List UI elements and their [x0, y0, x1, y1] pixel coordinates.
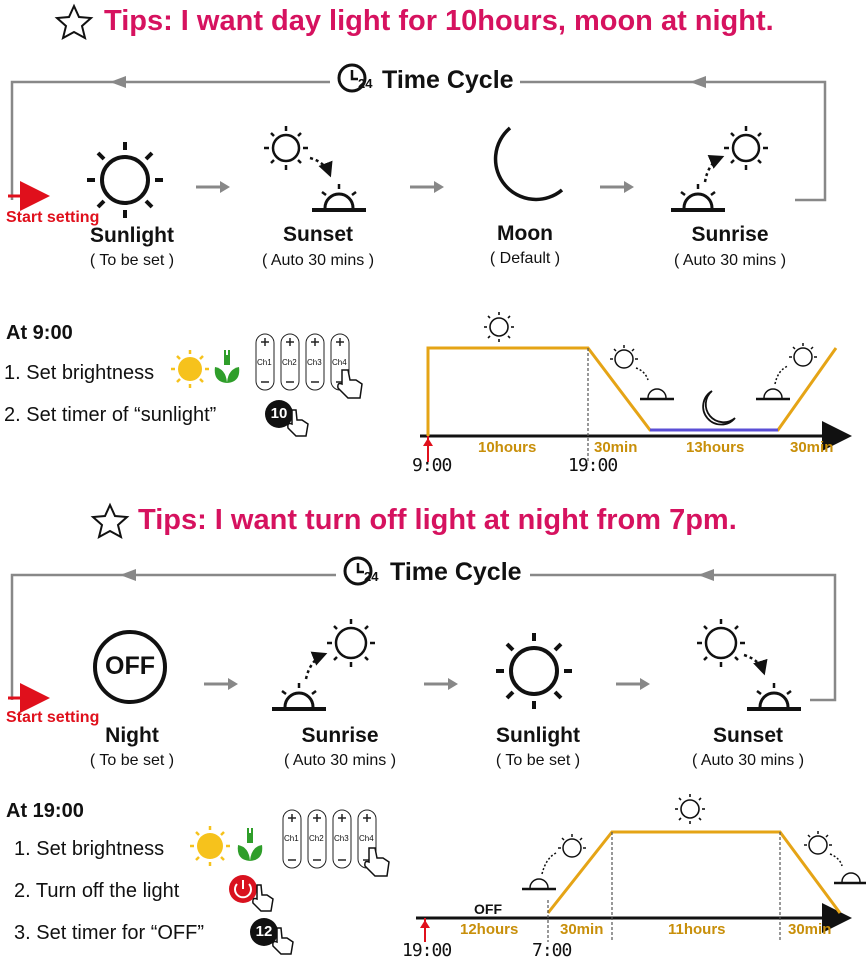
off-icon-label: OFF: [105, 652, 155, 680]
stage-note-sunrise: ( Auto 30 mins ): [283, 752, 397, 769]
cycle-loop: [12, 82, 825, 200]
step-2: 2. Set timer of “sunlight”: [4, 404, 217, 426]
channel-label: Ch4: [359, 834, 374, 843]
stage-name-sunlight: Sunlight: [90, 224, 174, 247]
stage-note-sunrise: ( Auto 30 mins ): [673, 252, 787, 269]
stage-note-sunset: ( Auto 30 mins ): [261, 252, 375, 269]
step-3: 3. Set timer for “OFF”: [14, 922, 205, 944]
sunset-icon: [697, 619, 801, 709]
stage-name-moon: Moon: [497, 222, 553, 245]
moon-icon: [496, 128, 562, 199]
timeline-sun-icon: [675, 794, 705, 824]
stage-note-moon: ( Default ): [489, 250, 561, 267]
segment-label: 12hours: [460, 921, 519, 938]
timer-badge: 10: [270, 405, 288, 422]
hand-pointer-icon: [365, 848, 389, 876]
step-2: 2. Turn off the light: [14, 880, 180, 902]
stage-name-sunrise: Sunrise: [301, 724, 379, 747]
channel-label: Ch2: [309, 834, 324, 843]
off-label: OFF: [474, 901, 502, 917]
sunrise-icon: [272, 619, 375, 709]
sun-icon: [496, 633, 572, 709]
timer-badge: 12: [255, 923, 273, 940]
timeline-sun-icon: [484, 312, 514, 342]
star-icon: [57, 6, 91, 38]
sunrise-icon: [671, 126, 768, 210]
segment-label: 30min: [594, 439, 638, 456]
time-label: 7:00: [532, 940, 572, 961]
stage-note-sunlight: ( To be set ): [89, 252, 175, 269]
stage-name-night: Night: [105, 724, 159, 747]
start-setting-label: Start setting: [6, 709, 100, 726]
segment-label: 30min: [790, 439, 834, 456]
start-setting-label: Start setting: [6, 209, 100, 226]
timeline-sunrise-icon: [522, 834, 586, 889]
sun-icon: [87, 142, 163, 218]
hand-pointer-icon: [338, 370, 362, 398]
step-1: 1. Set brightness: [14, 838, 165, 860]
tip-title: Tips: I want day light for 10hours, moon at night.: [104, 5, 774, 37]
segment-label: 30min: [788, 921, 832, 938]
star-icon: [93, 505, 127, 537]
segment-label: 11hours: [668, 921, 726, 938]
plant-icon: [215, 350, 240, 383]
segment-label: 30min: [560, 921, 604, 938]
plant-icon: [238, 828, 263, 861]
step-1: 1. Set brightness: [4, 362, 155, 384]
cycle-loop: [12, 575, 835, 700]
time-label: 19:00: [568, 455, 618, 476]
flow-arrows: [204, 678, 650, 690]
channel-label: Ch1: [257, 358, 272, 367]
timeline-sunrise-icon: [756, 343, 817, 399]
cycle-title: Time Cycle: [386, 558, 526, 587]
channel-label: Ch4: [332, 358, 347, 367]
time-label: 19:00: [402, 940, 452, 961]
stage-name-sunset: Sunset: [712, 724, 783, 747]
channel-label: Ch3: [334, 834, 349, 843]
at-time-heading: At 9:00: [6, 322, 73, 344]
channel-label: Ch3: [307, 358, 322, 367]
clock-24-label: 24: [364, 569, 379, 584]
stage-note-sunlight: ( To be set ): [495, 752, 581, 769]
stage-note-night: ( To be set ): [89, 752, 175, 769]
timeline-moon-icon: [703, 391, 735, 424]
brightness-sun-icon: [190, 826, 230, 866]
channel-label: Ch2: [282, 358, 297, 367]
time-label: 9:00: [412, 455, 452, 476]
tip-title: Tips: I want turn off light at night from 7pm.: [138, 504, 737, 536]
segment-label: 13hours: [686, 439, 745, 456]
stage-name-sunset: Sunset: [282, 223, 353, 246]
cycle-title: Time Cycle: [378, 66, 518, 95]
stage-note-sunset: ( Auto 30 mins ): [691, 752, 805, 769]
segment-label: 10hours: [478, 439, 537, 456]
at-time-heading: At 19:00: [6, 800, 84, 822]
channel-label: Ch1: [284, 834, 299, 843]
sunset-icon: [264, 126, 366, 210]
stage-name-sunrise: Sunrise: [691, 223, 769, 246]
flow-arrows: [196, 181, 634, 193]
clock-24-label: 24: [358, 76, 373, 91]
stage-name-sunlight: Sunlight: [496, 724, 580, 747]
brightness-sun-icon: [171, 350, 209, 388]
